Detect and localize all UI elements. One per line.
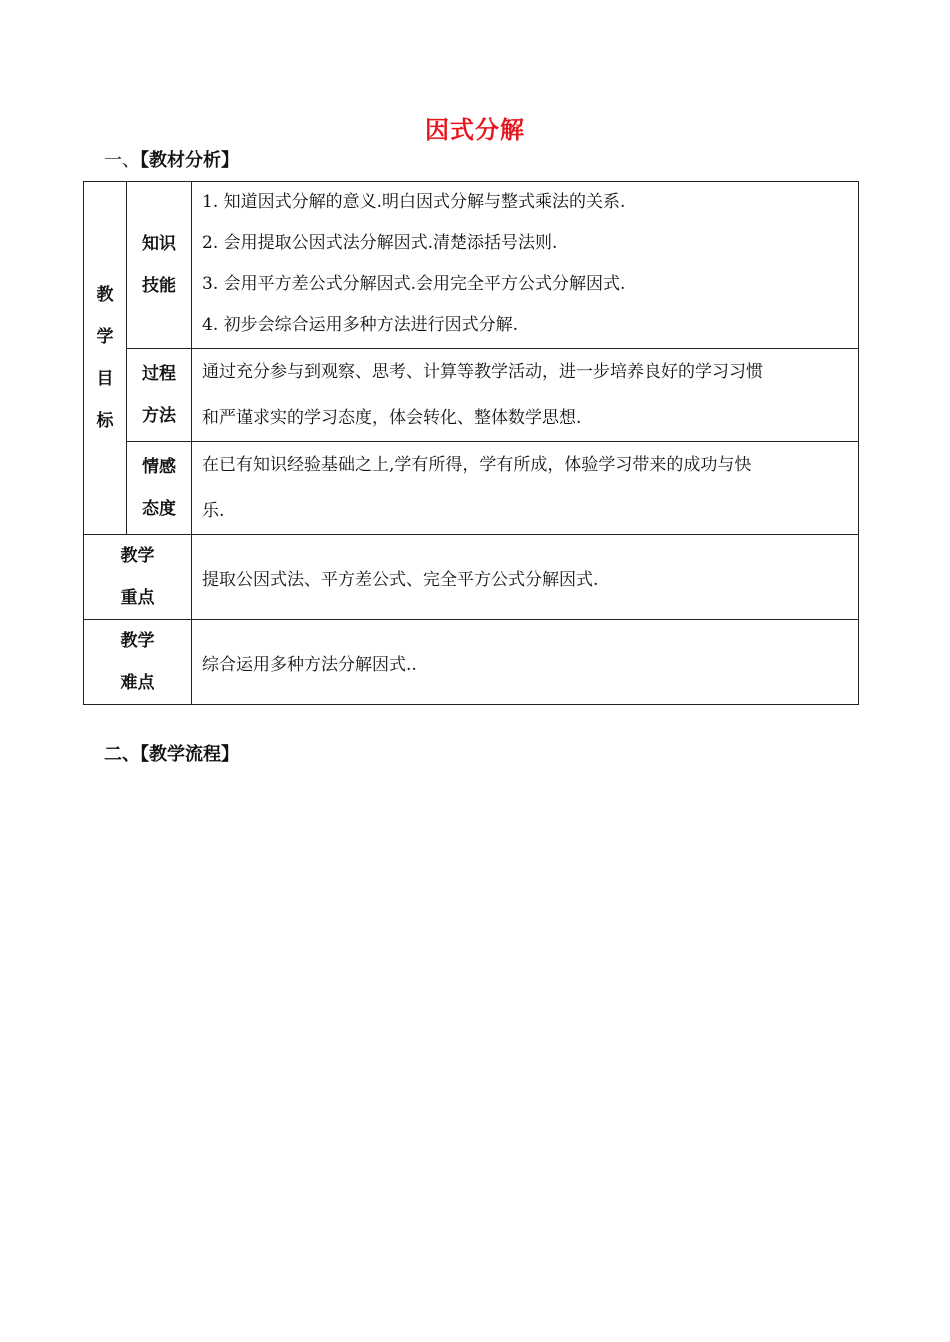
- section-heading-teaching-flow: 二、【教学流程】: [104, 744, 239, 765]
- label-line: 重点: [120, 588, 155, 608]
- emotion-attitude-content: [192, 442, 859, 535]
- section-heading-analysis: [104, 146, 239, 172]
- table-row-process: [84, 349, 859, 442]
- key-points-content: 提取公因式法、平方差公式、完全平方公式分解因式.: [192, 535, 859, 620]
- difficulties-label: [84, 620, 192, 705]
- label-line: 难点: [120, 673, 155, 693]
- knowledge-skills-label: [127, 182, 192, 349]
- label-line: 过程: [142, 364, 176, 384]
- process-methods-content: [192, 349, 859, 442]
- text-line: 和严谨求实的学习态度，体会转化、整体数学思想.: [202, 408, 582, 428]
- label-line: 技能: [142, 276, 176, 296]
- goals-char: 标: [96, 411, 114, 431]
- analysis-table: [83, 181, 859, 705]
- table-row-key-points: [84, 535, 859, 620]
- list-item: 4. 初步会综合运用多种方法进行因式分解.: [202, 315, 519, 335]
- goals-char: 学: [96, 327, 114, 347]
- label-line: 教学: [120, 546, 155, 566]
- label-line: 教学: [120, 631, 155, 651]
- knowledge-skills-content: [192, 182, 859, 349]
- text-line: 乐.: [202, 501, 225, 521]
- table-row-knowledge: [84, 182, 859, 349]
- table-row-emotion: [84, 442, 859, 535]
- list-item: 1. 知道因式分解的意义.明白因式分解与整式乘法的关系.: [202, 192, 626, 212]
- document-title: 因式分解: [425, 116, 525, 144]
- teaching-goals-label: [84, 182, 127, 535]
- text-line: 通过充分参与到观察、思考、计算等教学活动，进一步培养良好的学习习惯: [202, 362, 763, 382]
- label-line: 知识: [142, 234, 176, 254]
- list-item: 2. 会用提取公因式法分解因式.清楚添括号法则.: [202, 233, 558, 253]
- list-item: 3. 会用平方差公式分解因式.会用完全平方公式分解因式.: [202, 274, 626, 294]
- difficulties-content: 综合运用多种方法分解因式..: [192, 620, 859, 705]
- goals-char: 教: [96, 285, 114, 305]
- goals-char: 目: [96, 369, 114, 389]
- process-methods-label: [127, 349, 192, 442]
- text-line: 在已有知识经验基础之上,学有所得，学有所成，体验学习带来的成功与快: [202, 455, 752, 475]
- label-line: 情感: [142, 457, 176, 477]
- key-points-label: [84, 535, 192, 620]
- table-row-difficulties: [84, 620, 859, 705]
- section-number: 一、: [104, 150, 140, 171]
- label-line: 态度: [142, 499, 176, 519]
- emotion-attitude-label: [127, 442, 192, 535]
- section-label: 【教材分析】: [140, 150, 239, 171]
- label-line: 方法: [142, 406, 176, 426]
